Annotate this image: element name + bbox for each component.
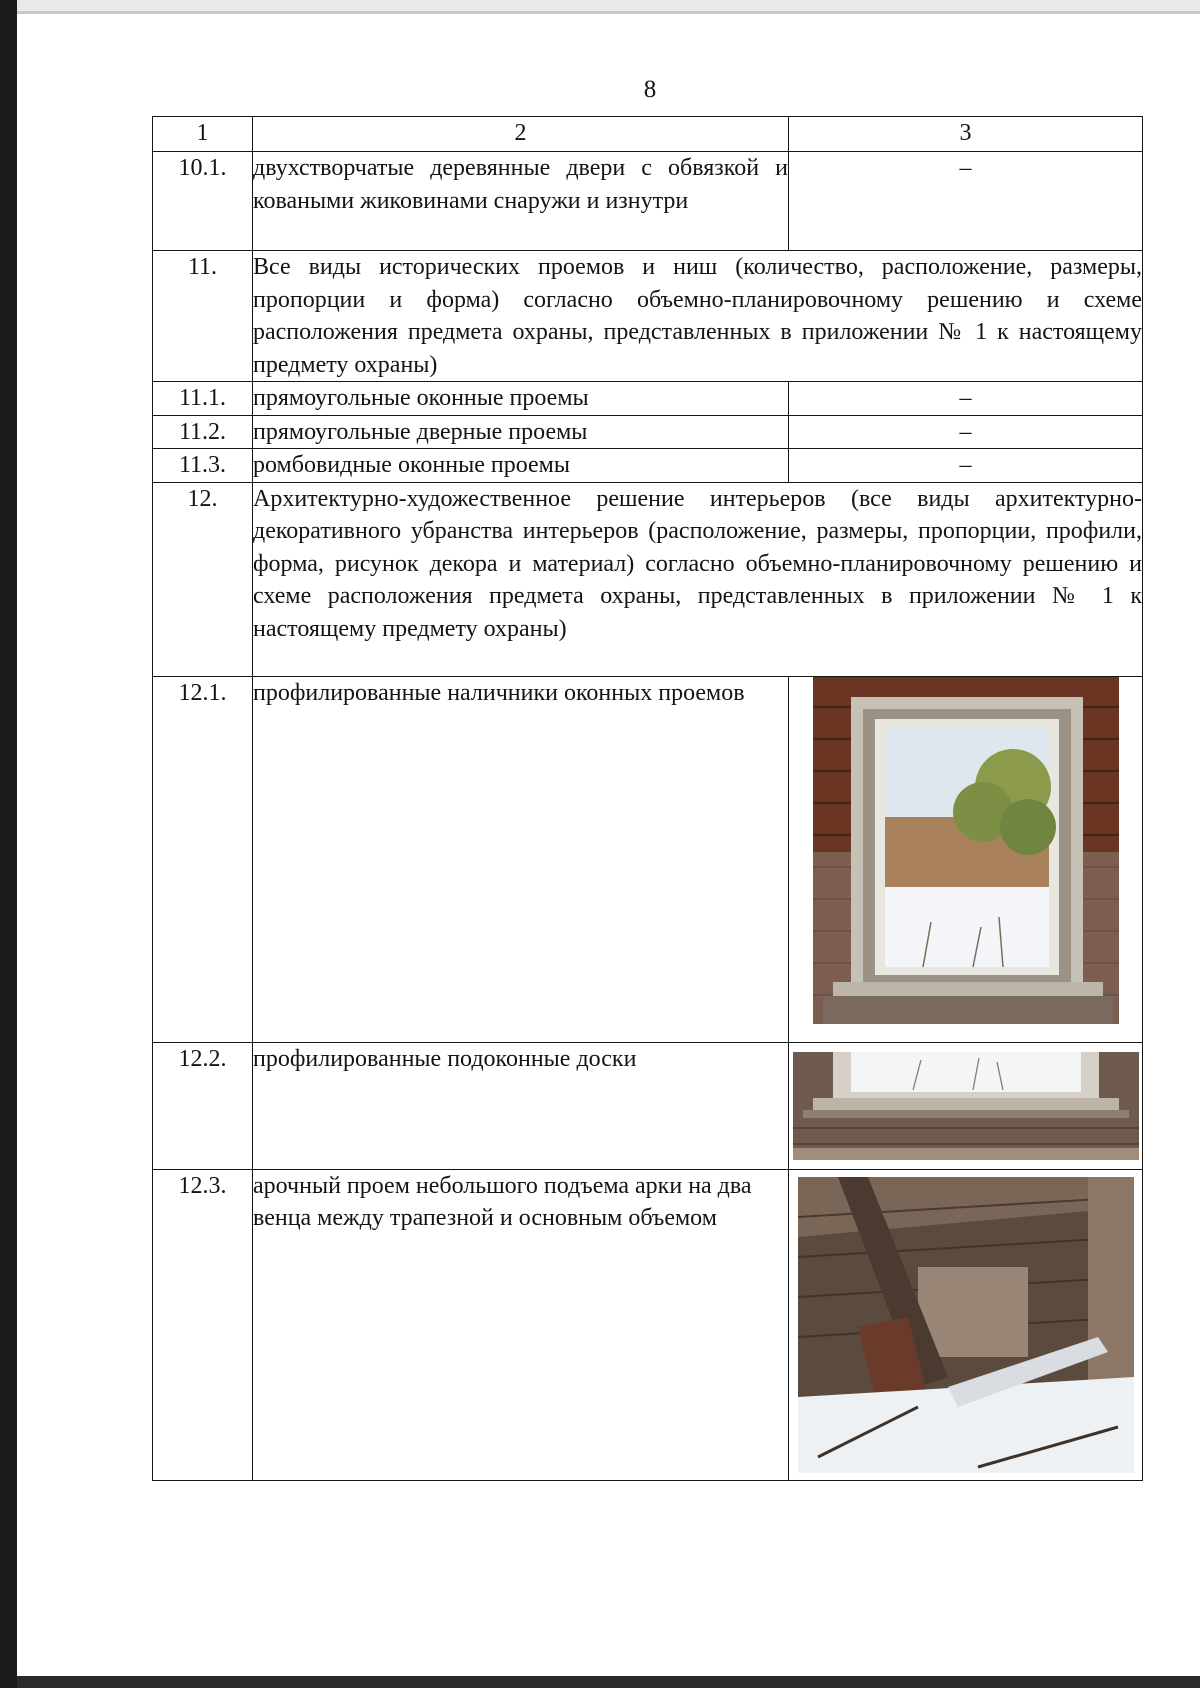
window-frame-photo — [813, 677, 1119, 1024]
row-text: прямоугольные дверные проемы — [253, 415, 789, 449]
row-number: 10.1. — [153, 152, 253, 251]
row-text: арочный проем небольшого подъема арки на два венца между трапезной и основным объемом — [253, 1169, 789, 1480]
row-number: 11.2. — [153, 415, 253, 449]
row-text: Архитектурно-художественное решение интерьеров (все виды архитектурно-декоративного убранства интерьеров (расположение, размеры, пропорции, профили, форма, рисунок декора и материал) согласно объемно-планировочному решению и схеме расположения предмета охраны, представленных в приложении № 1 к настоящему предмету охраны) — [253, 482, 1143, 676]
table-row — [153, 1169, 1143, 1480]
row-text: профилированные наличники оконных проемов — [253, 676, 789, 1042]
row-number: 12.2. — [153, 1042, 253, 1169]
arch-opening-photo — [798, 1177, 1134, 1473]
header-col-1: 1 — [153, 117, 253, 152]
row-col3: – — [789, 449, 1143, 483]
row-number: 12.1. — [153, 676, 253, 1042]
row-text: прямоугольные оконные проемы — [253, 382, 789, 416]
windowsill-photo — [793, 1052, 1139, 1160]
table-row — [153, 251, 1143, 382]
row-text: двухстворчатые деревянные двери с обвязкой и коваными жиковинами снаружи и изнутри — [253, 152, 789, 251]
table-row — [153, 449, 1143, 483]
row-col3: – — [789, 415, 1143, 449]
table-row — [153, 152, 1143, 251]
header-col-3: 3 — [789, 117, 1143, 152]
table-row — [153, 382, 1143, 416]
row-photo-cell — [789, 1169, 1143, 1480]
table-header-row — [153, 117, 1143, 152]
row-number: 11.3. — [153, 449, 253, 483]
header-col-2: 2 — [253, 117, 789, 152]
protection-subject-table — [152, 116, 1143, 1481]
row-number: 11.1. — [153, 382, 253, 416]
scan-edge-left — [0, 0, 17, 1688]
row-number: 11. — [153, 251, 253, 382]
row-number: 12.3. — [153, 1169, 253, 1480]
row-text: Все виды исторических проемов и ниш (количество, расположение, размеры, пропорции и форма) согласно объемно-планировочному решению и схеме расположения предмета охраны, представленных в приложении № 1 к настоящему предмету охраны) — [253, 251, 1143, 382]
row-number: 12. — [153, 482, 253, 676]
scan-edge-bottom — [17, 1676, 1200, 1688]
row-photo-cell — [789, 1042, 1143, 1169]
page-number: 8 — [643, 76, 657, 103]
table-row — [153, 415, 1143, 449]
row-col3: – — [789, 382, 1143, 416]
row-text: профилированные подоконные доски — [253, 1042, 789, 1169]
table-row — [153, 1042, 1143, 1169]
row-text: ромбовидные оконные проемы — [253, 449, 789, 483]
table-row — [153, 676, 1143, 1042]
scan-edge-top — [17, 0, 1200, 14]
row-col3: – — [789, 152, 1143, 251]
table-row — [153, 482, 1143, 676]
row-photo-cell — [789, 676, 1143, 1042]
